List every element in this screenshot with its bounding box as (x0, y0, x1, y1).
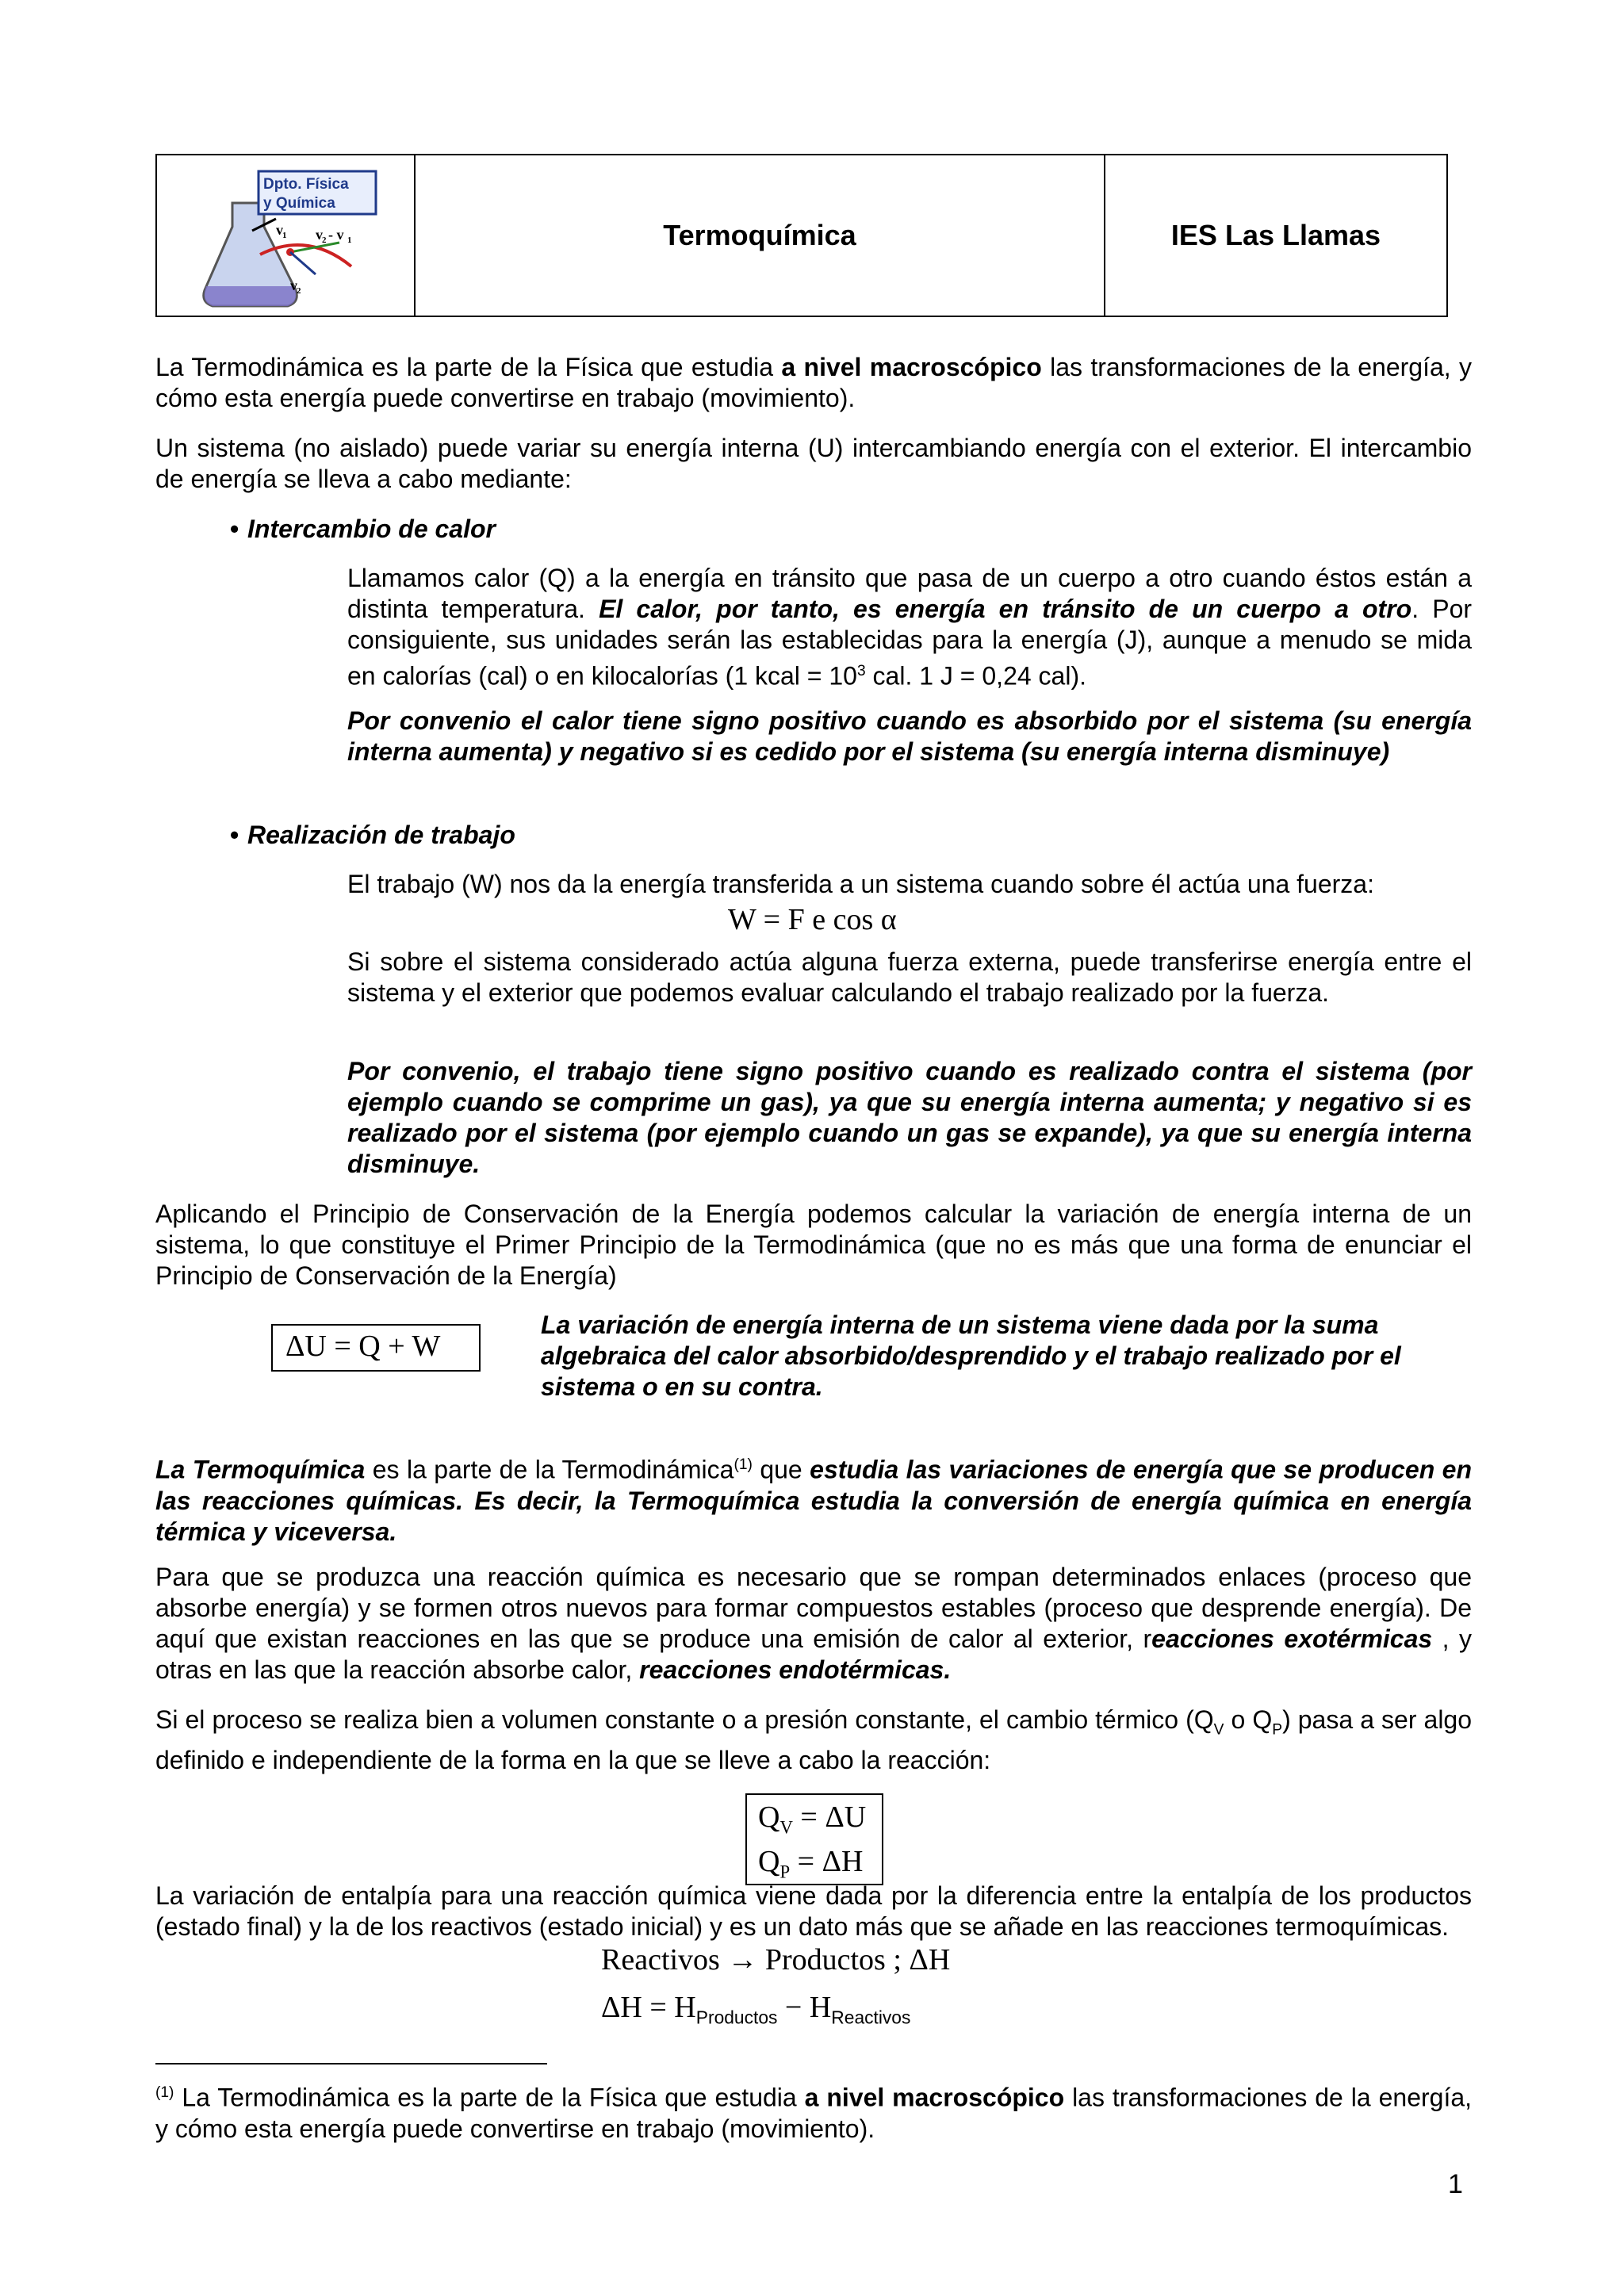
heat-change-text-b: o Q (1224, 1705, 1273, 1734)
intro-text-c: las transformaciones de la energía, y cómo esta energía puede convertirse en trabajo (movimiento). (155, 353, 1473, 412)
first-law-text (541, 1310, 1453, 1402)
enthalpy-formula: $\Delta H = H_{Productos} - H_{Reactivos}$ (601, 1991, 911, 2028)
school-name: IES Las Llamas (1170, 219, 1381, 251)
first-law-text-bold: La variación de energía interna de un sistema viene dada por la suma algebraica del calor absorbido/desprendido y el trabajo realizado por el sistema o en su contra. (541, 1311, 1401, 1401)
logo-cell (157, 155, 416, 316)
reactions-text-c: , y otras en las que la reacción absorbe calor, (155, 1624, 1473, 1684)
heat-change-text-a: Si el proceso se realiza bien a volumen constante o a presión constante, el cambio térmico (Q (155, 1705, 1214, 1734)
svg-text:- v: - v (328, 227, 344, 243)
svg-text:v: v (290, 277, 297, 293)
thermochem-text-b: es la parte de la Termodinámica (365, 1455, 734, 1484)
exothermic-term: eacciones exotérmicas (1151, 1624, 1433, 1653)
heat-change-text-c: ) pasa a ser algo definido e independiente de la forma en la que se lleve a cabo la reacción: (155, 1705, 1473, 1775)
svg-text:1: 1 (347, 235, 352, 245)
heat-change-paragraph (155, 1705, 1472, 1776)
heat-convention-text: Por convenio el calor tiene signo positivo cuando es absorbido por el sistema (su energía interna aumenta) y negativo si es cedido por el sistema (su energía interna disminuye) (347, 706, 1472, 766)
logo-text-1: Dpto. Física (263, 176, 349, 193)
heat-convention (347, 706, 1472, 767)
bullet-dot-icon: • (230, 515, 239, 543)
system-paragraph: Un sistema (no aislado) puede variar su energía interna (U) intercambiando energía con el exterior. El intercambio de energía se lleva a cabo mediante: (155, 434, 1472, 493)
qp-formula: $Q_P = \Delta H$ (758, 1845, 864, 1882)
footnote-text-a: La Termodinámica es la parte de la Física que estudia (174, 2083, 805, 2112)
bullet-work-title (230, 820, 515, 851)
logo-text-2: y Química (263, 195, 335, 212)
heat-text-sup: 3 (856, 663, 866, 679)
intro-text-a: La Termodinámica es la parte de la Física que estudia (155, 353, 782, 381)
reaction-formula: Reactivos → Productos ; ΔH (601, 1943, 951, 1976)
heat-text-c: . Por consiguiente, sus unidades serán las establecidas para la energía (J), aunque a menudo se mida en calorías (cal) o en kilocalorías (1 kcal = 10 (347, 595, 1473, 691)
footnote-separator (155, 2063, 547, 2064)
bullet-heat-label: Intercambio de calor (247, 515, 496, 543)
footnote-marker: (1) (155, 2084, 174, 2101)
svg-text:v: v (316, 227, 323, 243)
endothermic-term: reacciones endotérmicas. (639, 1655, 952, 1684)
svg-text:2: 2 (322, 235, 327, 245)
thermochemistry-paragraph (155, 1449, 1472, 1548)
qv-formula: $Q_V = \Delta U$ (758, 1800, 867, 1838)
conservation-paragraph: Aplicando el Principio de Conservación de la Energía podemos calcular la variación de energía interna de un sistema, lo que constituye el Primer Principio de la Termodinámica (que no es más que una forma de enunciar el Principio de Conservación de la Energía) (155, 1200, 1472, 1290)
heat-text-bold: El calor, por tanto, es energía en tránsito de un cuerpo a otro (599, 595, 1412, 623)
intro-paragraph (155, 352, 1472, 414)
heat-change-sub-v: V (1213, 1721, 1224, 1739)
heat-text-d: cal. 1 J = 0,24 cal). (865, 661, 1086, 691)
thermochem-text-bold: estudia las variaciones de energía que se producen en las reacciones químicas. Es decir, la Termoquímica estudia la conversión de energía química en energía térmica y viceversa. (155, 1455, 1473, 1546)
heat-text-a: Llamamos calor (Q) a la energía en tránsito que pasa de un cuerpo a otro cuando éstos están a distinta temperatura. (347, 564, 1472, 623)
thermochem-text-c: que (752, 1455, 810, 1484)
work-paragraph-1: El trabajo (W) nos da la energía transferida a un sistema cuando sobre él actúa una fuerza: (347, 870, 1374, 898)
footnote-text-c: las transformaciones de la energía, y cómo esta energía puede convertirse en trabajo (movimiento). (155, 2083, 1473, 2143)
page-number: 1 (1448, 2169, 1463, 2199)
enthalpy-paragraph: La variación de entalpía para una reacción química viene dada por la diferencia entre la entalpía de los productos (estado final) y la de los reactivos (estado inicial) y es un dato más que se añade en las reacciones termoquímicas. (155, 1881, 1472, 1941)
document-title: Termoquímica (416, 155, 1105, 316)
first-law-box (271, 1324, 481, 1372)
heat-paragraph (347, 563, 1472, 692)
bullet-heat-title (230, 514, 496, 545)
svg-text:v: v (276, 222, 283, 238)
header-table (155, 154, 1448, 317)
svg-text:2: 2 (297, 286, 301, 296)
footnote-ref[interactable]: (1) (733, 1456, 753, 1473)
work-convention (347, 1056, 1472, 1180)
footnote-text-bold: a nivel macroscópico (804, 2083, 1065, 2112)
reactions-paragraph (155, 1562, 1472, 1686)
department-logo-icon (157, 155, 414, 319)
q-relations-box (745, 1793, 883, 1885)
bullet-work-label: Realización de trabajo (247, 821, 515, 849)
first-law-formula: ΔU = Q + W (285, 1330, 441, 1363)
work-paragraph-2: Si sobre el sistema considerado actúa alguna fuerza externa, puede transferirse energía entre el sistema y el exterior que podemos evaluar calculando el trabajo realizado por la fuerza. (347, 947, 1472, 1007)
thermochem-title: La Termoquímica (155, 1455, 366, 1484)
work-formula: W = F e cos α (728, 903, 897, 936)
intro-text-bold: a nivel macroscópico (781, 353, 1042, 381)
svg-text:1: 1 (282, 231, 287, 240)
bullet-dot-icon: • (230, 821, 239, 849)
reactions-text-a: Para que se produzca una reacción química es necesario que se rompan determinados enlaces (proceso que absorbe energía) y se formen otros nuevos para formar compuestos estables (proceso que desprende energía). De aquí que existan reacciones en las que se produce una emisión de calor al exterior, r (155, 1563, 1472, 1653)
work-convention-text: Por convenio, el trabajo tiene signo positivo cuando es realizado contra el sistema (por ejemplo cuando se comprime un gas), ya que su energía interna aumenta; y negativo si es realizado por el sistema (por ejemplo cuando un gas se expande), ya que su energía interna disminuye. (347, 1057, 1472, 1178)
footnote (155, 2077, 1472, 2145)
heat-change-sub-p: P (1272, 1721, 1283, 1739)
